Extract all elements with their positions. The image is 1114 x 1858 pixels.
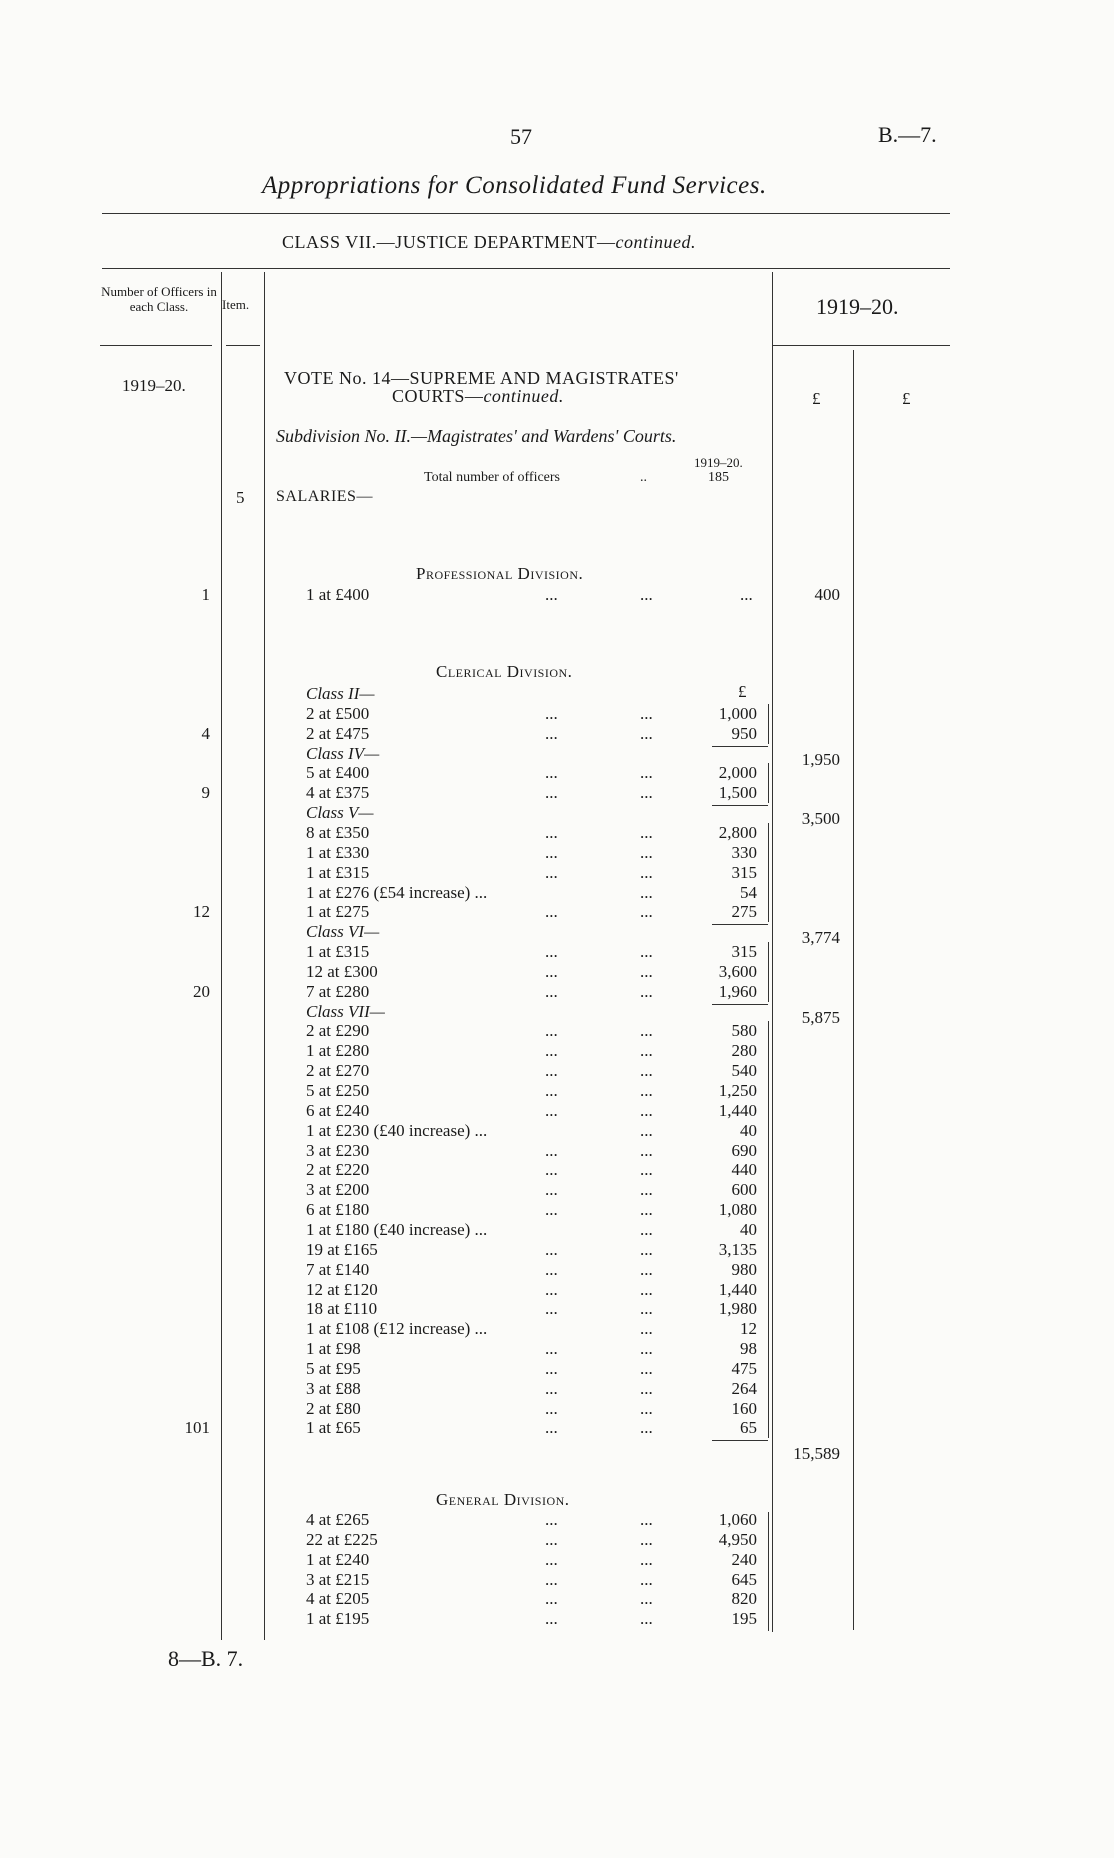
dots: ... <box>545 585 558 604</box>
officers-year: 1919–20. <box>122 376 186 395</box>
row-amount: 240 <box>731 1549 757 1569</box>
dots: ... <box>640 1529 653 1549</box>
clerical-class-heading <box>0 803 1114 823</box>
dots: ... <box>740 585 753 604</box>
professional-label: 1 at £400 <box>306 585 370 604</box>
dots: ... <box>545 862 558 882</box>
clerical-class-heading <box>0 1002 1114 1022</box>
table-row <box>0 1021 1114 1041</box>
dots: ... <box>640 862 653 882</box>
clerical-division-heading: Clerical Division. <box>436 662 573 681</box>
dots: ... <box>640 1239 653 1259</box>
clerical-class-heading <box>0 684 1114 704</box>
dots: ... <box>640 1120 653 1140</box>
clerical-class-heading <box>0 922 1114 942</box>
row-amount: 3,135 <box>718 1239 757 1259</box>
dots: ... <box>545 1378 558 1398</box>
table-row <box>0 883 1114 903</box>
dots: ... <box>545 1180 558 1200</box>
row-amount: 1,980 <box>718 1299 757 1319</box>
dots: ... <box>545 783 558 803</box>
row-label: 1 at £98 <box>306 1339 361 1359</box>
row-amount: 65 <box>740 1418 757 1438</box>
row-amount: 98 <box>740 1339 757 1359</box>
professional-row <box>0 585 1114 605</box>
dots: ... <box>545 723 558 743</box>
table-row <box>0 1570 1114 1590</box>
class-officer-count: 20 <box>193 981 210 1001</box>
row-label: 2 at £290 <box>306 1021 370 1041</box>
table-row <box>0 982 1114 1002</box>
row-amount: 475 <box>731 1358 757 1378</box>
dots: ... <box>545 1140 558 1160</box>
header-rule-item <box>226 345 260 346</box>
row-amount: 40 <box>740 1219 757 1239</box>
row-amount: 1,000 <box>718 703 757 723</box>
row-amount: 195 <box>731 1609 757 1629</box>
row-label: 1 at £315 <box>306 862 370 882</box>
class-heading: CLASS VII.—JUSTICE DEPARTMENT—continued. <box>282 232 696 252</box>
row-label: 1 at £240 <box>306 1549 370 1569</box>
dots: ... <box>545 1061 558 1081</box>
row-label: 8 at £350 <box>306 822 370 842</box>
row-amount: 2,000 <box>718 763 757 783</box>
table-row <box>0 1280 1114 1300</box>
row-amount: 315 <box>731 862 757 882</box>
dots: ... <box>545 1510 558 1529</box>
row-label: 22 at £225 <box>306 1529 378 1549</box>
row-amount: 820 <box>731 1589 757 1609</box>
vote-heading: VOTE No. 14—SUPREME AND MAGISTRATES' <box>284 368 679 388</box>
row-label: 5 at £250 <box>306 1081 370 1100</box>
dots: ... <box>545 1299 558 1319</box>
class-subtotal-row <box>0 1444 1114 1464</box>
dots: ... <box>640 1319 653 1339</box>
row-amount: 1,440 <box>718 1100 757 1120</box>
table-row <box>0 1589 1114 1609</box>
row-amount: 980 <box>731 1259 757 1279</box>
row-label: 2 at £500 <box>306 703 370 723</box>
footer-reference: 8—B. 7. <box>168 1646 244 1671</box>
row-amount: 315 <box>731 942 757 962</box>
row-amount: 1,060 <box>718 1510 757 1529</box>
class-subtotal: 5,875 <box>801 1007 840 1027</box>
table-row <box>0 704 1114 724</box>
professional-subtotal: 400 <box>814 585 840 604</box>
table-row <box>0 1081 1114 1101</box>
dots: ... <box>640 1609 653 1629</box>
dots: ... <box>545 1200 558 1220</box>
row-label: 1 at £230 (£40 increase) ... <box>306 1120 488 1140</box>
dots: ... <box>640 1299 653 1319</box>
header-rule-officers <box>100 345 212 346</box>
table-row <box>0 1399 1114 1419</box>
dots: ... <box>640 1510 653 1529</box>
table-row <box>0 962 1114 982</box>
table-row <box>0 1379 1114 1399</box>
dots: ... <box>640 1358 653 1378</box>
row-amount: 264 <box>731 1378 757 1398</box>
dots: ... <box>545 1100 558 1120</box>
paper-reference: B.—7. <box>878 122 937 147</box>
row-amount: 160 <box>731 1398 757 1418</box>
table-row <box>0 1339 1114 1359</box>
row-label: 2 at £270 <box>306 1061 370 1081</box>
row-label: 3 at £200 <box>306 1180 370 1200</box>
row-amount: 1,440 <box>718 1279 757 1299</box>
dots: ... <box>640 1041 653 1061</box>
table-row <box>0 823 1114 843</box>
amount-bracket-rule <box>768 1512 769 1631</box>
dots: ... <box>545 1609 558 1629</box>
row-label: 1 at £315 <box>306 942 370 962</box>
table-row <box>0 863 1114 883</box>
dots: ... <box>640 882 653 902</box>
class-total-rule <box>712 1440 768 1441</box>
class-officer-count: 9 <box>201 783 210 803</box>
row-label: 4 at £265 <box>306 1510 370 1529</box>
dots: ... <box>545 1259 558 1279</box>
dots: ... <box>545 1081 558 1100</box>
row-label: 5 at £400 <box>306 763 370 783</box>
table-row <box>0 1299 1114 1319</box>
table-row <box>0 1609 1114 1629</box>
table-row <box>0 942 1114 962</box>
class-label: Class IV— <box>306 743 380 763</box>
dots: ... <box>545 902 558 922</box>
salaries-item-number: 5 <box>236 488 245 507</box>
row-label: 1 at £330 <box>306 842 370 862</box>
page-number: 57 <box>510 124 532 149</box>
title-rule <box>102 213 950 214</box>
row-amount: 580 <box>731 1021 757 1041</box>
row-amount: 1,500 <box>718 783 757 803</box>
row-amount: 2,800 <box>718 822 757 842</box>
table-row <box>0 1550 1114 1570</box>
table-row <box>0 1530 1114 1550</box>
table-row <box>0 1101 1114 1121</box>
row-label: 3 at £88 <box>306 1378 361 1398</box>
row-amount: 540 <box>731 1061 757 1081</box>
row-amount: 4,950 <box>718 1529 757 1549</box>
dots: ... <box>640 1279 653 1299</box>
dots: ... <box>640 1259 653 1279</box>
class-label: Class VII— <box>306 1001 385 1021</box>
row-label: 6 at £240 <box>306 1100 370 1120</box>
total-officers-year: 1919–20. <box>694 455 743 470</box>
dots: ... <box>545 1529 558 1549</box>
dots: ... <box>545 1398 558 1418</box>
dots: ... <box>545 763 558 783</box>
dots: ... <box>640 1418 653 1438</box>
table-row <box>0 1061 1114 1081</box>
row-label: 4 at £375 <box>306 783 370 803</box>
dots: ... <box>545 942 558 962</box>
pound-sign-total: £ <box>902 389 911 408</box>
dots: ... <box>640 1378 653 1398</box>
row-amount: 690 <box>731 1140 757 1160</box>
row-amount: 54 <box>740 882 757 902</box>
row-amount: 645 <box>731 1569 757 1589</box>
dots: ... <box>640 1569 653 1589</box>
row-label: 5 at £95 <box>306 1358 361 1378</box>
row-amount: 440 <box>731 1160 757 1180</box>
row-amount: 40 <box>740 1120 757 1140</box>
table-row <box>0 1319 1114 1339</box>
dots: ... <box>640 1061 653 1081</box>
class-label: Class V— <box>306 803 374 823</box>
row-amount: 3,600 <box>718 961 757 981</box>
row-amount: 12 <box>740 1319 757 1339</box>
class-officer-count: 101 <box>184 1418 210 1438</box>
row-label: 2 at £80 <box>306 1398 361 1418</box>
row-amount: 1,080 <box>718 1200 757 1220</box>
table-row <box>0 902 1114 922</box>
class-officer-count: 12 <box>193 902 210 922</box>
dots: ... <box>640 1100 653 1120</box>
row-label: 1 at £276 (£54 increase) ... <box>306 882 488 902</box>
row-amount: 280 <box>731 1041 757 1061</box>
dots: ... <box>545 1589 558 1609</box>
class-subtotal: 15,589 <box>793 1444 840 1464</box>
dots: ... <box>640 1200 653 1220</box>
table-row <box>0 1200 1114 1220</box>
row-amount: 275 <box>731 902 757 922</box>
dots: ... <box>640 763 653 783</box>
dots: ... <box>545 1549 558 1569</box>
row-label: 19 at £165 <box>306 1239 378 1259</box>
dots: ... <box>545 1041 558 1061</box>
dots: ... <box>545 1569 558 1589</box>
dots: ... <box>640 1219 653 1239</box>
row-label: 7 at £140 <box>306 1259 370 1279</box>
table-row <box>0 763 1114 783</box>
table-row <box>0 1418 1114 1438</box>
dots: ... <box>640 783 653 803</box>
table-top-rule <box>102 268 950 269</box>
dots: ... <box>640 585 653 604</box>
row-label: 1 at £65 <box>306 1418 361 1438</box>
class-subtotal: 1,950 <box>801 749 840 769</box>
row-label: 4 at £205 <box>306 1589 370 1609</box>
total-officers-label: Total number of officers <box>424 470 560 485</box>
dots: ... <box>545 1339 558 1359</box>
dots: ... <box>545 1160 558 1180</box>
row-amount: 1,960 <box>718 981 757 1001</box>
class-subtotal: 3,500 <box>801 809 840 829</box>
row-amount: 950 <box>731 723 757 743</box>
row-label: 3 at £230 <box>306 1140 370 1160</box>
dots: ... <box>640 1081 653 1100</box>
item-column-header: Item. <box>222 297 250 312</box>
dots: ... <box>640 981 653 1001</box>
table-row <box>0 1141 1114 1161</box>
row-label: 1 at £180 (£40 increase) ... <box>306 1219 488 1239</box>
row-label: 1 at £275 <box>306 902 370 922</box>
general-division-heading: General Division. <box>436 1490 570 1509</box>
dots: ... <box>545 1021 558 1041</box>
amount-bracket-rule <box>768 1021 769 1438</box>
table-row <box>0 1220 1114 1240</box>
dots: ... <box>640 1021 653 1041</box>
row-label: 2 at £475 <box>306 723 370 743</box>
table-row <box>0 1240 1114 1260</box>
dots: ... <box>545 981 558 1001</box>
table-row <box>0 724 1114 744</box>
table-row <box>0 1041 1114 1061</box>
table-row <box>0 1359 1114 1379</box>
dots: ... <box>545 822 558 842</box>
table-row <box>0 1260 1114 1280</box>
dots: ... <box>545 842 558 862</box>
table-row <box>0 843 1114 863</box>
subdivision-heading: Subdivision No. II.—Magistrates' and Wardens' Courts. <box>276 426 677 446</box>
professional-officers: 1 <box>201 585 210 604</box>
row-label: 3 at £215 <box>306 1569 370 1589</box>
class-officer-count: 4 <box>201 723 210 743</box>
class-subtotal: 3,774 <box>801 928 840 948</box>
class-label: Class II— <box>306 684 375 703</box>
total-officers-value: 185 <box>708 470 729 485</box>
dots: ... <box>545 703 558 723</box>
dots: ... <box>640 1339 653 1359</box>
clerical-class-heading <box>0 744 1114 764</box>
dots: ... <box>640 723 653 743</box>
vote-heading-continued: COURTS—continued. <box>392 386 564 406</box>
row-label: 1 at £195 <box>306 1609 370 1629</box>
clerical-pound-sign: £ <box>738 682 747 701</box>
row-amount: 330 <box>731 842 757 862</box>
dots: ... <box>640 822 653 842</box>
dots: ... <box>640 1180 653 1200</box>
salaries-label: SALARIES— <box>276 488 373 505</box>
dots: ... <box>640 842 653 862</box>
dots: ... <box>640 902 653 922</box>
header-rule-year <box>773 345 950 346</box>
row-label: 18 at £110 <box>306 1299 378 1319</box>
row-label: 12 at £120 <box>306 1279 378 1299</box>
dots: ... <box>545 1239 558 1259</box>
dots: ... <box>640 1160 653 1180</box>
professional-division-heading: Professional Division. <box>416 564 584 583</box>
dots: ... <box>640 1589 653 1609</box>
dots: ... <box>545 1358 558 1378</box>
dots: ... <box>640 961 653 981</box>
officers-column-header: Number of Officers in each Class. <box>101 284 217 314</box>
table-row <box>0 1121 1114 1141</box>
row-label: 2 at £220 <box>306 1160 370 1180</box>
row-label: 1 at £108 (£12 increase) ... <box>306 1319 488 1339</box>
dots: ... <box>640 1549 653 1569</box>
row-label: 1 at £280 <box>306 1041 370 1061</box>
pound-sign-subtotal: £ <box>812 389 821 408</box>
row-label: 7 at £280 <box>306 981 370 1001</box>
dots: ... <box>640 1140 653 1160</box>
table-row <box>0 783 1114 803</box>
row-amount: 1,250 <box>718 1081 757 1100</box>
class-label: Class VI— <box>306 922 380 942</box>
row-label: 12 at £300 <box>306 961 378 981</box>
table-row <box>0 1160 1114 1180</box>
row-label: 6 at £180 <box>306 1200 370 1220</box>
dots: ... <box>640 1398 653 1418</box>
dots: ... <box>545 961 558 981</box>
dots: ... <box>640 703 653 723</box>
row-amount: 600 <box>731 1180 757 1200</box>
page-title: Appropriations for Consolidated Fund Services. <box>262 172 767 199</box>
dots: ... <box>545 1418 558 1438</box>
year-column-header: 1919–20. <box>816 294 899 319</box>
table-row <box>0 1510 1114 1530</box>
table-row <box>0 1180 1114 1200</box>
total-officers-dots: .. <box>640 470 647 485</box>
dots: ... <box>545 1279 558 1299</box>
dots: ... <box>640 942 653 962</box>
